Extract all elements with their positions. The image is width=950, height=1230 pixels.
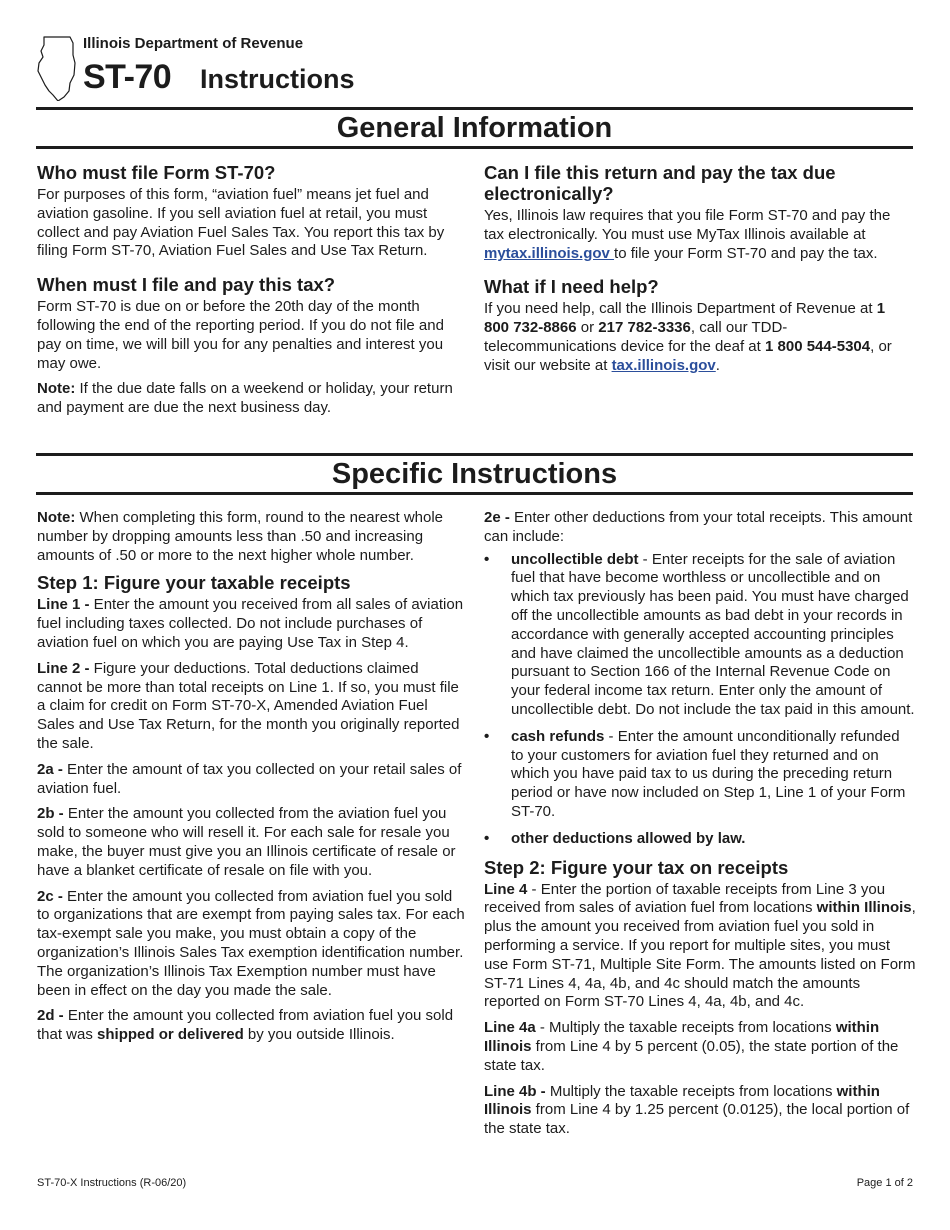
general-right-column (484, 162, 914, 383)
illinois-state-outline-icon (36, 35, 80, 101)
phone-number: 1 800 732-8866 (484, 300, 886, 337)
form-number: ST-70 (83, 58, 172, 96)
specific-instructions-band (36, 453, 913, 495)
line-emphasis: within Illinois (484, 1019, 880, 1055)
line-label: Line 4a (484, 1019, 536, 1037)
document-header (36, 33, 916, 103)
line4a-instruction (484, 1019, 916, 1075)
mytax-link[interactable]: mytax.illinois.gov (484, 244, 615, 262)
line2a-instruction (37, 761, 467, 799)
line-text: Enter the amount you collected from aviation fuel you sold to organizations that are exempt from paying sales tax. For each tax-exempt sale you make, you must obtain a copy of the organization’s Illinois Sales Tax exemption identification number. The organization’s Illinois Tax Exemption number must have been in effect on the day you made the sale. (37, 887, 465, 999)
specific-left-column (37, 509, 467, 1052)
when-file-heading: When must I file and pay this tax? (37, 274, 336, 296)
footer-page-number: Page 1 of 2 (856, 1177, 913, 1189)
line-text: Enter the amount of tax you collected on your retail sales of aviation fuel. (37, 760, 462, 797)
specific-right-column (484, 509, 916, 1146)
note-label: Note: (37, 380, 76, 398)
rounding-note (37, 509, 467, 565)
list-item (484, 551, 916, 720)
line-label: Line 1 - (37, 596, 90, 614)
bullet-label: cash refunds (511, 727, 605, 745)
bullet-glyph: • (484, 829, 490, 847)
specific-instructions-heading: Specific Instructions (331, 458, 618, 490)
line-text: - Enter the portion of taxable receipts from Line 3 you received from sales of aviation fuel from locations (484, 880, 886, 917)
line-emphasis: within Illinois (484, 1082, 880, 1119)
bullet-glyph: • (484, 727, 490, 745)
line-label: 2b - (37, 805, 64, 823)
line1-instruction (37, 596, 467, 652)
note-text: If the due date falls on a weekend or holiday, your return and payment are due the next business day. (37, 380, 453, 417)
line-label: 2c - (37, 887, 63, 905)
list-item (484, 830, 916, 849)
bullet-label: other deductions allowed by law. (511, 829, 746, 847)
when-file-text: Form ST-70 is due on or before the 20th day of the month following the end of the reporting period. If you do not file and pay on time, we will bill you for any penalties and interest you may owe. (37, 298, 444, 372)
line-text: Enter the amount you received from all sales of aviation fuel including taxes collected. Do not include purchases of aviation fuel on which you are paying Use Tax in Step 4. (37, 596, 464, 651)
who-must-file-heading: Who must file Form ST-70? (37, 162, 276, 183)
line-text: from Line 4 by 1.25 percent (0.0125), the local portion of the state tax. (484, 1101, 910, 1138)
who-must-file-text: For purposes of this form, “aviation fuel” means jet fuel and aviation gasoline. If you sell aviation fuel at retail, you must collect and pay Aviation Fuel Sales Tax. You report this tax by filing Form ST-70, Aviation Fuel Sales and Use Tax Return. (37, 186, 445, 260)
line4-instruction (484, 881, 916, 1013)
deductions-list (484, 551, 916, 849)
agency-name: Illinois Department of Revenue (83, 35, 304, 52)
help-text-part: . (715, 356, 720, 374)
electronic-filing-text (484, 207, 914, 263)
electronic-text-part: Yes, Illinois law requires that you file Form ST-70 and pay the tax electronically. You must use MyTax Illinois available at (484, 207, 891, 243)
line-label: Line 2 - (37, 659, 90, 677)
step2-heading: Step 2: Figure your tax on receipts (484, 856, 789, 878)
help-text-part: or (576, 319, 599, 337)
line2e-instruction (484, 509, 916, 547)
line-label: Line 4 (484, 880, 528, 898)
line-text: from Line 4 by 5 percent (0.05), the state portion of the state tax. (484, 1037, 899, 1074)
help-heading: What if I need help? (484, 276, 659, 298)
general-information-heading: General Information (336, 112, 613, 144)
line2d-instruction (37, 1007, 467, 1045)
line-text: Enter other deductions from your total receipts. This amount can include: (484, 509, 913, 545)
line-text: - Multiply the taxable receipts from locations (535, 1019, 836, 1037)
line2-instruction (37, 660, 467, 754)
line-text: Figure your deductions. Total deductions claimed cannot be more than total receipts on Line 1. If so, you must file a claim for credit on Form ST-70-X, Amended Aviation Fuel Sales and Use Tax Return, for the month you originally reported the sale. (37, 659, 460, 752)
bullet-label: uncollectible debt (511, 550, 639, 568)
step1-heading: Step 1: Figure your taxable receipts (37, 572, 351, 594)
help-text (484, 300, 914, 375)
help-text-part: , or visit our website at (484, 337, 892, 374)
help-text-part: , call our TDD-telecommunications device for the deaf at (484, 319, 788, 355)
bullet-text: - Enter the amount unconditionally refunded to your customers for aviation fuel they returned and on which you have paid tax to us during the preceding return period or have now included on Step 1, Line 1 of your Form ST-70. (511, 727, 906, 820)
general-information-band (36, 107, 913, 149)
note-text: When completing this form, round to the nearest whole number by dropping amounts less than .50 and increasing amounts of .50 or more to the next higher whole number. (37, 509, 444, 564)
list-item (484, 728, 916, 822)
tax-website-link[interactable]: tax.illinois.gov (611, 356, 716, 374)
line-text: Multiply the taxable receipts from locations (545, 1082, 837, 1100)
line-label: Line 4b - (484, 1082, 546, 1100)
electronic-text-part: to file your Form ST-70 and pay the tax. (614, 244, 878, 262)
form-title: Instructions (200, 64, 355, 94)
electronic-filing-heading: Can I file this return and pay the tax due electronically? (484, 162, 836, 204)
line-label: 2a - (37, 760, 63, 778)
line-emphasis: shipped or delivered (97, 1026, 244, 1044)
note-label: Note: (37, 509, 76, 526)
line2c-instruction (37, 888, 467, 1001)
phone-number: 217 782-3336 (598, 319, 691, 337)
line4b-instruction (484, 1083, 916, 1139)
bullet-glyph: • (484, 550, 490, 568)
line-label: 2e - (484, 509, 510, 526)
line-text: by you outside Illinois. (243, 1026, 395, 1044)
tdd-phone-number: 1 800 544-5304 (765, 337, 871, 355)
line-text: Enter the amount you collected from the aviation fuel you sold to someone who will resell it. For each sale for resale you make, the buyer must give you an Illinois certificate of resale or have a blanket certificate of resale on file with you. (37, 805, 456, 879)
bullet-text: - Enter receipts for the sale of aviation fuel that have become worthless or uncollectible and on which tax previously has been paid. You must have charged off the uncollectible amounts as bad debt in your records in accordance with generally accepted accounting principles and have claimed the uncollectible amounts as a deduction pursuant to Section 166 of the Internal Revenue Code on your federal income tax return. Enter only the amount of uncollectible debt. Do not include the tax paid in this amount. (511, 550, 915, 718)
line-text: Enter the amount you collected from aviation fuel you sold that was (37, 1007, 454, 1044)
due-date-note (37, 380, 467, 418)
footer-form-revision: ST-70-X Instructions (R-06/20) (37, 1177, 187, 1189)
help-text-part: If you need help, call the Illinois Department of Revenue at (484, 300, 877, 318)
line2b-instruction (37, 805, 467, 880)
line-text: , plus the amount you received from aviation fuel you sold in performing a service. If you report for multiple sites, you must use Form ST-71, Multiple Site Form. The amounts listed on Form ST-71 Lines 4, 4a, 4b, and 4c should match the amounts reported on Form ST-70 Lines 4, 4a, 4b, and 4c. (484, 899, 916, 1011)
line-label: 2d - (37, 1007, 64, 1025)
line-emphasis: within Illinois (816, 899, 912, 917)
general-left-column (37, 162, 467, 425)
